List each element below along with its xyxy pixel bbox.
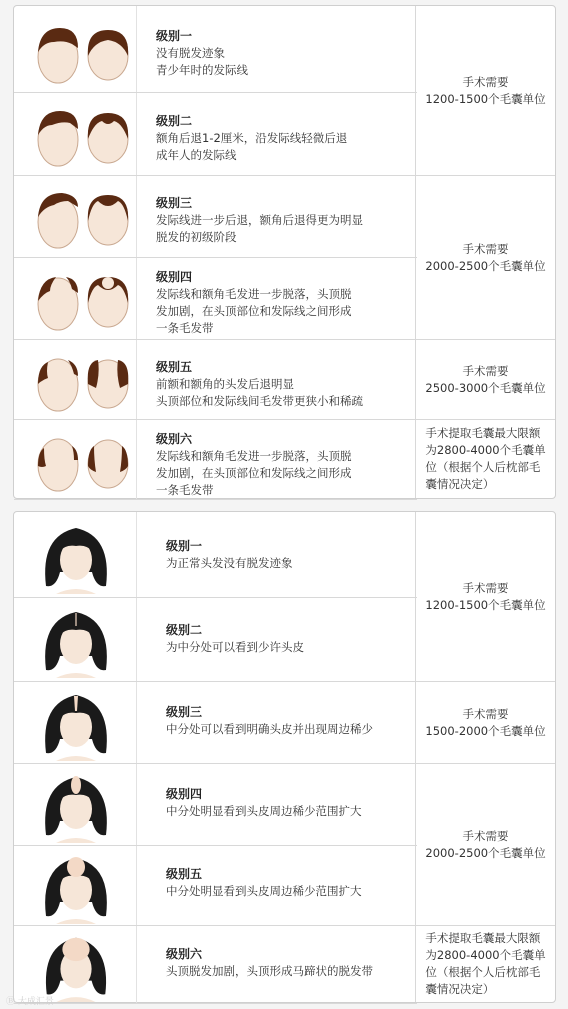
table-row: [14, 512, 417, 598]
level-desc: 头顶脱发加剧，头顶形成马蹄状的脱发带: [166, 964, 373, 978]
level-desc: 为正常头发没有脱发迹象: [166, 556, 293, 570]
level-desc: 中分处明显看到头皮周边稀少范围扩大: [166, 884, 362, 898]
surgery-text: 手术提取毛囊最大限额: [425, 426, 541, 440]
surgery-text: 手术提取毛囊最大限额: [425, 931, 541, 945]
table-row: [14, 93, 417, 176]
surgery-cell: [415, 682, 555, 764]
surgery-cell: [415, 512, 555, 682]
level-desc: 为中分处可以看到少许头皮: [166, 640, 304, 654]
surgery-text: 囊情况决定）: [425, 477, 495, 491]
surgery-text: 2000-2500个毛囊单位: [425, 258, 546, 273]
surgery-text: 1200-1500个毛囊单位: [425, 91, 546, 106]
level-label: 级别二: [156, 114, 193, 128]
male-table: [13, 5, 556, 499]
female-table: [13, 511, 556, 1003]
level-label: 级别四: [166, 787, 203, 801]
table-row: [14, 420, 417, 500]
surgery-text: 位（根据个人后枕部毛: [425, 460, 541, 474]
male-illustration-1: [14, 6, 137, 92]
female-illustration-2: [14, 598, 137, 681]
level-desc: 发加剧，在头顶部位和发际线之间形成: [156, 466, 352, 480]
male-illustration-5: [14, 340, 137, 419]
surgery-cell: [415, 764, 555, 926]
level-desc: 一条毛发带: [156, 483, 214, 497]
surgery-text: 手术需要: [462, 706, 509, 721]
watermark: Ⓑ 大成汇景: [6, 997, 54, 1007]
surgery-text: 2000-2500个毛囊单位: [425, 845, 546, 860]
level-desc: 中分处明显看到头皮周边稀少范围扩大: [166, 804, 362, 818]
surgery-text: 2500-3000个毛囊单位: [425, 380, 546, 395]
male-illustration-2: [14, 93, 137, 175]
level-label: 级别三: [166, 705, 203, 719]
level-desc: 发加剧，在头顶部位和发际线之间形成: [156, 304, 352, 318]
table-row: [14, 176, 417, 258]
surgery-text: 囊情况决定）: [425, 982, 495, 996]
level-desc: 发际线和额角毛发进一步脱落，头顶脱: [156, 449, 352, 463]
level-label: 级别五: [156, 360, 193, 374]
surgery-text: 为2800-4000个毛囊单: [425, 443, 546, 457]
level-desc: 头顶部位和发际线间毛发带更狭小和稀疏: [156, 394, 363, 408]
surgery-text: 手术需要: [462, 241, 509, 256]
level-desc: 没有脱发迹象: [156, 46, 225, 60]
level-label: 级别二: [166, 623, 203, 637]
level-label: 级别一: [166, 539, 203, 553]
female-illustration-6: [14, 926, 137, 1003]
level-desc: 前额和额角的头发后退明显: [156, 377, 294, 391]
table-row: [14, 682, 417, 764]
level-desc: 青少年时的发际线: [156, 63, 248, 77]
female-illustration-5: [14, 846, 137, 925]
female-illustration-3: [14, 682, 137, 763]
level-label: 级别四: [156, 270, 193, 284]
male-illustration-3: [14, 176, 137, 257]
table-row: [14, 6, 417, 93]
level-desc: 一条毛发带: [156, 321, 214, 335]
male-illustration-6: [14, 420, 137, 499]
level-desc: 中分处可以看到明确头皮并出现周边稀少: [166, 722, 373, 736]
female-illustration-4: [14, 764, 137, 845]
surgery-cell: [415, 420, 555, 498]
female-illustration-1: [14, 512, 137, 597]
surgery-text: 1200-1500个毛囊单位: [425, 597, 546, 612]
level-desc: 脱发的初级阶段: [156, 230, 237, 244]
level-label: 级别五: [166, 867, 203, 881]
level-desc: 成年人的发际线: [156, 148, 237, 162]
surgery-text: 位（根据个人后枕部毛: [425, 965, 541, 979]
surgery-cell: [415, 6, 555, 176]
surgery-text: 为2800-4000个毛囊单: [425, 948, 546, 962]
male-illustration-4: [14, 258, 137, 339]
level-desc: 发际线和额角毛发进一步脱落，头顶脱: [156, 287, 352, 301]
surgery-text: 手术需要: [462, 580, 509, 595]
table-row: [14, 598, 417, 682]
level-label: 级别六: [166, 947, 203, 961]
level-desc: 额角后退1-2厘米，沿发际线轻微后退: [156, 131, 348, 145]
surgery-text: 1500-2000个毛囊单位: [425, 723, 546, 738]
surgery-cell: [415, 926, 555, 1002]
level-label: 级别六: [156, 432, 193, 446]
level-desc: 发际线进一步后退，额角后退得更为明显: [156, 213, 363, 227]
table-row: [14, 764, 417, 846]
table-row: [14, 926, 417, 1004]
level-label: 级别三: [156, 196, 193, 210]
table-row: [14, 340, 417, 420]
surgery-text: 手术需要: [462, 74, 509, 89]
level-label: 级别一: [156, 29, 193, 43]
surgery-cell: [415, 340, 555, 420]
table-row: [14, 258, 417, 340]
table-row: [14, 846, 417, 926]
surgery-text: 手术需要: [462, 363, 509, 378]
surgery-cell: [415, 176, 555, 340]
surgery-text: 手术需要: [462, 828, 509, 843]
